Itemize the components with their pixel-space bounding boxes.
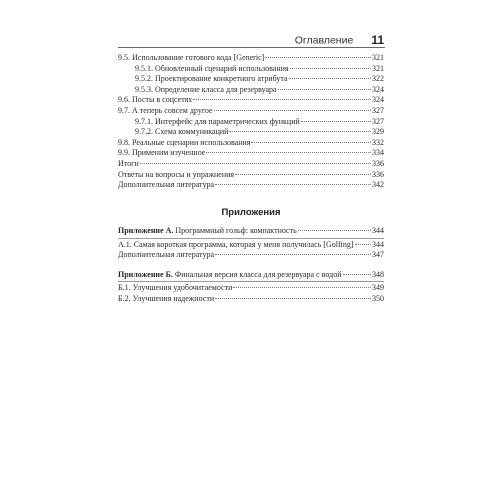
- toc-entry-title: 9.5.3. Определение класса для резервуара: [135, 84, 277, 94]
- toc-entry-page: 332: [372, 137, 384, 147]
- toc-dot-leader: [215, 184, 371, 185]
- header-divider: [118, 47, 385, 48]
- toc-entry-page: 329: [372, 127, 384, 137]
- toc-main-list: [118, 53, 384, 191]
- toc-entry[interactable]: [118, 148, 384, 159]
- toc-entry[interactable]: [118, 294, 384, 305]
- toc-entry-page: 321: [372, 63, 384, 73]
- appendix-a-divider: [118, 238, 384, 239]
- appendix-b-label: Приложение Б.: [118, 269, 173, 279]
- toc-entry-page: 327: [372, 105, 384, 115]
- toc-entry-title: 9.7. А теперь совсем другое: [118, 105, 213, 115]
- toc-entry[interactable]: [118, 138, 384, 149]
- toc-dot-leader: [301, 121, 371, 122]
- toc-entry[interactable]: [118, 106, 384, 117]
- toc-entry-page: 321: [372, 53, 384, 62]
- toc-entry-title: 9.8. Реальные сценарии использования: [118, 137, 251, 147]
- toc-entry-page: 322: [372, 74, 384, 84]
- toc-entry-page: 324: [372, 95, 384, 105]
- toc-entry-page: 344: [372, 226, 384, 235]
- toc-dot-leader: [278, 89, 371, 90]
- toc-entry-page: 347: [372, 250, 384, 260]
- toc-dot-leader: [215, 298, 371, 299]
- toc-entry-title: А.1. Самая короткая программа, которая у меня получилась [Golfing]: [118, 239, 354, 249]
- toc-appendices-list: [118, 226, 384, 305]
- toc-entry[interactable]: [118, 250, 384, 261]
- toc-entry-title: 9.7.2. Схема коммуникаций: [135, 127, 229, 137]
- toc-entry[interactable]: [118, 85, 384, 96]
- toc-entry-title: Итоги: [118, 158, 139, 168]
- appendix-a-title: Программный гольф: компактность: [173, 226, 297, 235]
- toc-entry-page: 342: [372, 180, 384, 190]
- toc-dot-leader: [215, 254, 371, 255]
- toc-dot-leader: [355, 244, 371, 245]
- toc-entry[interactable]: [118, 117, 384, 128]
- toc-dot-leader: [298, 230, 371, 231]
- toc-dot-leader: [235, 174, 371, 175]
- toc-appendix-a[interactable]: [118, 226, 384, 237]
- page-number: 11: [371, 33, 384, 48]
- running-header-title: Оглавление: [294, 34, 354, 47]
- toc-entry[interactable]: [118, 170, 384, 181]
- toc-dot-leader: [290, 68, 371, 69]
- running-header: [0, 31, 384, 48]
- toc-dot-leader: [265, 57, 371, 58]
- appendices-heading: Приложения: [221, 207, 281, 218]
- toc-entry-title: Б.2. Улучшения надежности: [118, 293, 215, 303]
- toc-entry[interactable]: [118, 64, 384, 75]
- toc-entry[interactable]: [118, 159, 384, 170]
- toc-dot-leader: [229, 131, 371, 132]
- toc-entry-title: 9.7.1. Интерфейс для параметрических функций: [135, 116, 300, 126]
- toc-entry-title: Дополнительная литература: [118, 250, 214, 260]
- toc-entry[interactable]: [118, 53, 384, 64]
- toc-dot-leader: [343, 274, 372, 275]
- toc-dot-leader: [233, 287, 371, 288]
- toc-entry-page: 348: [372, 269, 384, 279]
- toc-entry-page: 334: [372, 148, 384, 158]
- toc-entry-page: 350: [372, 293, 384, 303]
- toc-entry[interactable]: [118, 240, 384, 251]
- toc-entry-title: 9.6. Посты в соцсетях: [118, 95, 193, 105]
- toc-entry-page: 336: [372, 169, 384, 179]
- toc-dot-leader: [214, 110, 371, 111]
- toc-entry[interactable]: [118, 74, 384, 85]
- toc-entry-page: 344: [372, 239, 384, 249]
- toc-dot-leader: [289, 78, 371, 79]
- toc-dot-leader: [193, 99, 371, 100]
- toc-entry-title: Б.1. Улучшения удобочитаемости: [118, 283, 233, 293]
- toc-entry-page: 336: [372, 158, 384, 168]
- toc-entry-title: Ответы на вопросы и упражнения: [118, 169, 235, 179]
- toc-dot-leader: [251, 142, 371, 143]
- toc-appendix-b[interactable]: [118, 270, 384, 281]
- toc-entry[interactable]: [118, 127, 384, 138]
- appendix-b-title: Финальная версия класса для резервуара с водой: [172, 269, 342, 279]
- toc-entry-page: 327: [372, 116, 384, 126]
- toc-entry-title: [118, 270, 342, 281]
- toc-entry-title: 9.5.2. Проектирование конкретного атрибута: [135, 74, 288, 84]
- toc-entry-title: [118, 226, 297, 237]
- toc-entry[interactable]: [118, 180, 384, 191]
- toc-dot-leader: [140, 163, 371, 164]
- toc-entry-title: Дополнительная литература: [118, 180, 214, 190]
- toc-entry-title: 9.5.1. Обновленный сценарий использования: [135, 63, 289, 73]
- toc-entry-title: 9.5. Использование готового кода [Generic]: [118, 53, 265, 62]
- appendix-a-label: Приложение А.: [118, 226, 174, 235]
- toc-entry-title: 9.9. Применим изученное: [118, 148, 206, 158]
- toc-entry-page: 349: [372, 283, 384, 293]
- toc-entry[interactable]: [118, 95, 384, 106]
- appendix-b-divider: [118, 281, 384, 282]
- toc-entry-page: 324: [372, 84, 384, 94]
- toc-dot-leader: [206, 152, 371, 153]
- toc-entry[interactable]: [118, 283, 384, 294]
